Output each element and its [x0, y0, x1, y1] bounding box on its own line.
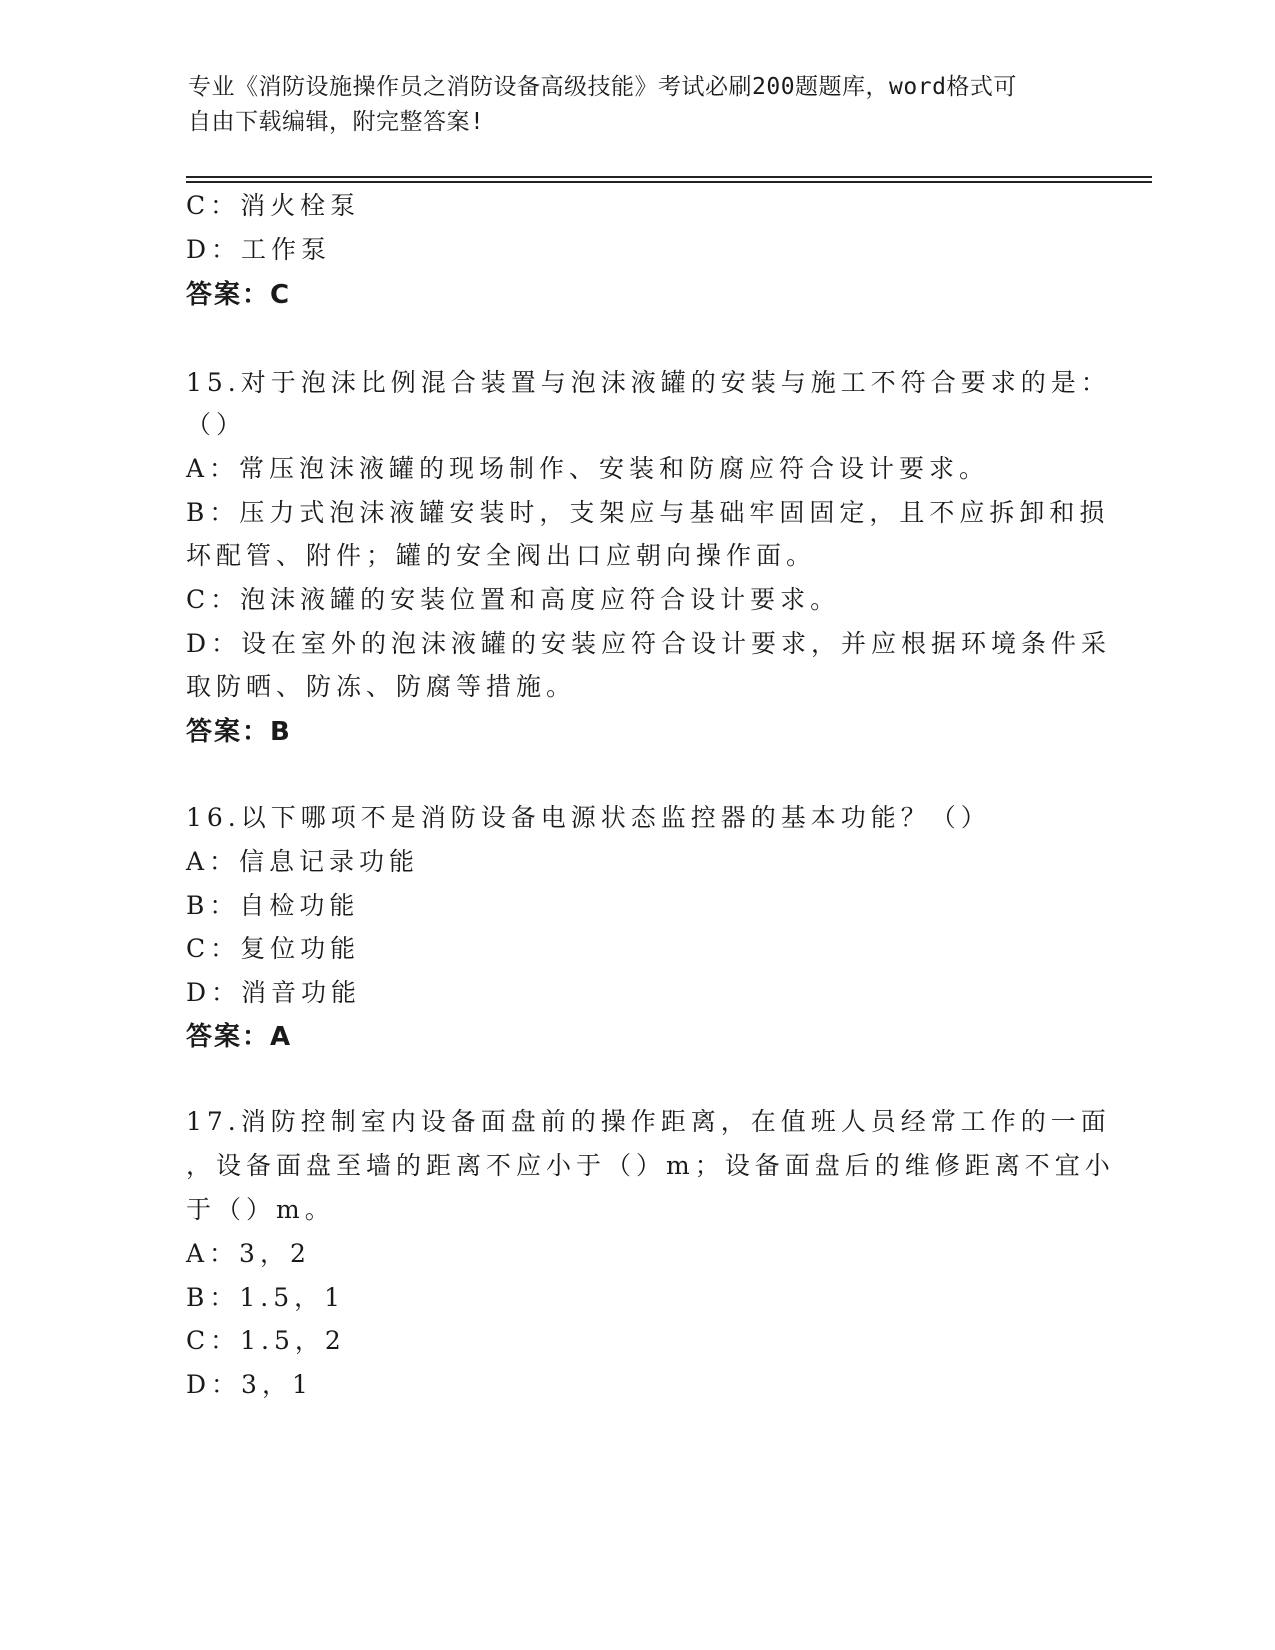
q15-option-a: A：常压泡沫液罐的现场制作、安装和防腐应符合设计要求。 — [186, 454, 990, 483]
q15-option-d-line-2: 取防晒、防冻、防腐等措施。 — [186, 672, 577, 701]
q14-answer: 答案：C — [186, 280, 292, 310]
q17-option-b: B：1.5，1 — [186, 1283, 346, 1312]
q16-answer: 答案：A — [186, 1022, 293, 1052]
q17-stem-line-2: ，设备面盘至墙的距离不应小于（）m；设备面盘后的维修距离不宜小 — [186, 1151, 1115, 1180]
q15-option-d-line-1: D：设在室外的泡沫液罐的安装应符合设计要求，并应根据环境条件采 — [186, 629, 1112, 658]
q15-option-b-line-2: 坏配管、附件；罐的安全阀出口应朝向操作面。 — [186, 541, 817, 570]
header-title-line-1: 专业《消防设施操作员之消防设备高级技能》考试必刷200题题库，word格式可 — [188, 74, 1017, 100]
document-header — [188, 70, 1068, 140]
q17-option-d: D：3，1 — [186, 1370, 313, 1399]
q17-option-a: A：3，2 — [186, 1239, 311, 1268]
q15-answer: 答案：B — [186, 717, 292, 747]
q17-stem-line-1: 17.消防控制室内设备面盘前的操作距离，在值班人员经常工作的一面 — [186, 1107, 1111, 1136]
q16-option-d: D：消音功能 — [186, 978, 362, 1007]
header-divider-bottom — [186, 181, 1152, 183]
q15-option-c: C：泡沫液罐的安装位置和高度应符合设计要求。 — [186, 585, 841, 614]
q17-stem-line-3: 于（）m。 — [186, 1195, 335, 1224]
header-divider-top — [186, 176, 1152, 178]
q14-option-d: D：工作泵 — [186, 235, 332, 264]
q15-stem-line-2: （） — [186, 410, 247, 439]
q16-stem: 16.以下哪项不是消防设备电源状态监控器的基本功能？（） — [186, 803, 991, 832]
q17-option-c: C：1.5，2 — [186, 1326, 346, 1355]
q16-option-a: A：信息记录功能 — [186, 847, 420, 876]
q16-option-b: B：自检功能 — [186, 891, 360, 920]
header-title-line-2: 自由下载编辑，附完整答案! — [188, 109, 485, 135]
q16-option-c: C：复位功能 — [186, 934, 361, 963]
q15-option-b-line-1: B：压力式泡沫液罐安装时，支架应与基础牢固固定，且不应拆卸和损 — [186, 498, 1110, 527]
q15-stem-line-1: 15.对于泡沫比例混合装置与泡沫液罐的安装与施工不符合要求的是： — [186, 368, 1111, 397]
q14-option-c: C：消火栓泵 — [186, 191, 361, 220]
